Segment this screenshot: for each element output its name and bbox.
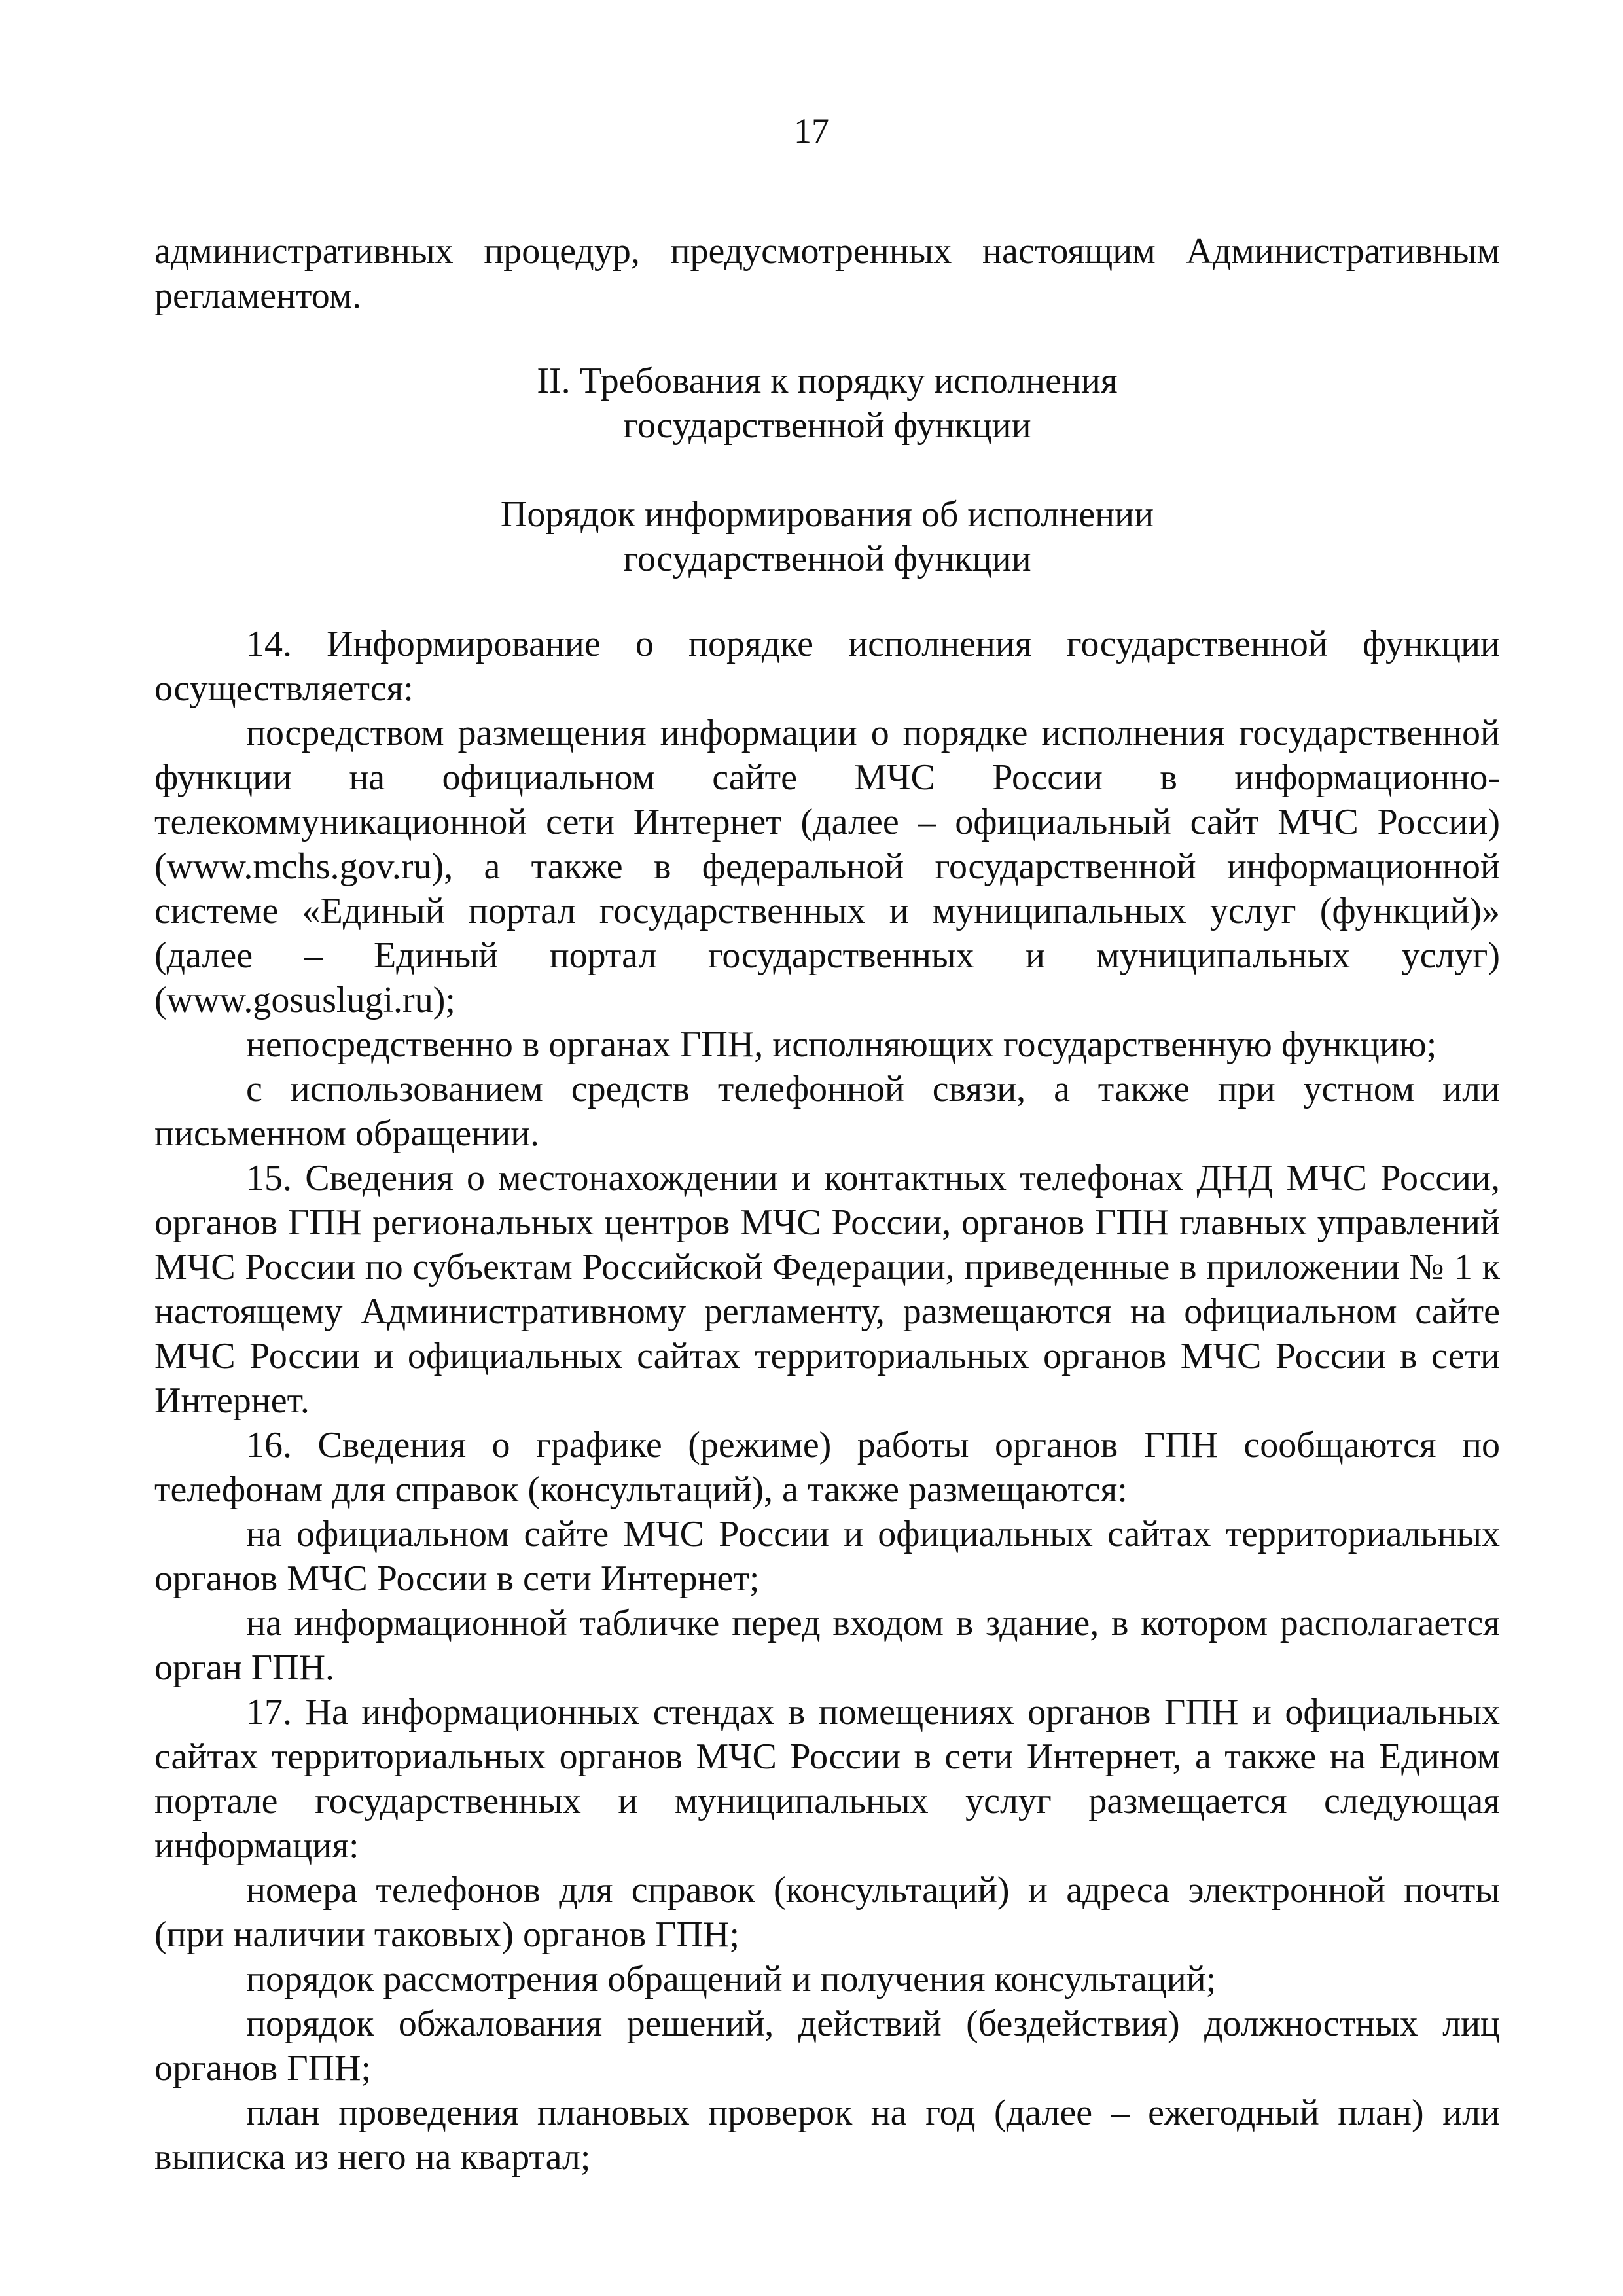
paragraph-14-item-website: посредством размещения информации о порядке исполнения государственной функции на официальном сайте МЧС России в информационно-телекоммуникационной сети Интернет (далее – официальный сайт МЧС России) (www.mchs.gov.ru), а также в федеральной государственной информационной системе «Единый портал государственных и муниципальных услуг (функций)» (далее – Единый портал государственных и муниципальных услуг) (www.gosuslugi.ru); <box>154 713 1500 1020</box>
paragraph-16-item-website: на официальном сайте МЧС России и официальных сайтах территориальных органов МЧС России в сети Интернет; <box>154 1514 1500 1599</box>
subsection-heading-line-1: Порядок информирования об исполнении <box>500 494 1154 535</box>
paragraph-17-item-plan: план проведения плановых проверок на год (далее – ежегодный план) или выписка из него на квартал; <box>154 2092 1500 2178</box>
section-heading-line-1: II. Требования к порядку исполнения <box>537 361 1118 401</box>
section-heading <box>154 359 1500 448</box>
intro-paragraph: административных процедур, предусмотренных настоящим Административным регламентом. <box>154 231 1500 316</box>
paragraph-17-item-procedure: порядок рассмотрения обращений и получения консультаций; <box>246 1959 1217 2000</box>
page-number: 17 <box>794 111 829 151</box>
intro-text <box>154 229 1500 318</box>
subsection-heading <box>154 492 1500 581</box>
body-text <box>154 622 1500 2179</box>
paragraph-14: 14. Информирование о порядке исполнения государственной функции осуществляется: <box>154 624 1500 709</box>
paragraph-16-item-sign: на информационной табличке перед входом в здание, в котором располагается орган ГПН. <box>154 1603 1500 1688</box>
paragraph-17-item-appeal: порядок обжалования решений, действий (бездействия) должностных лиц органов ГПН; <box>154 2003 1500 2089</box>
paragraph-14-item-direct: непосредственно в органах ГПН, исполняющих государственную функцию; <box>246 1024 1437 1065</box>
paragraph-16: 16. Сведения о графике (режиме) работы органов ГПН сообщаются по телефонам для справок (консультаций), а также размещаются: <box>154 1425 1500 1510</box>
paragraph-14-item-phone: с использованием средств телефонной связи, а также при устном или письменном обращении. <box>154 1069 1500 1154</box>
paragraph-17-item-phones: номера телефонов для справок (консультаций) и адреса электронной почты (при наличии таковых) органов ГПН; <box>154 1870 1500 1955</box>
paragraph-17: 17. На информационных стендах в помещениях органов ГПН и официальных сайтах территориальных органов МЧС России в сети Интернет, а также на Едином портале государственных и муниципальных услуг размещается следующая информация: <box>154 1692 1500 1866</box>
section-heading-line-2: государственной функции <box>623 405 1031 446</box>
paragraph-15: 15. Сведения о местонахождении и контактных телефонах ДНД МЧС России, органов ГПН региональных центров МЧС России, органов ГПН главных управлений МЧС России по субъектам Российской Федерации, приведенные в приложении № 1 к настоящему Административному регламенту, размещаются на официальном сайте МЧС России и официальных сайтах территориальных органов МЧС России в сети Интернет. <box>154 1158 1500 1421</box>
subsection-heading-line-2: государственной функции <box>623 539 1031 579</box>
